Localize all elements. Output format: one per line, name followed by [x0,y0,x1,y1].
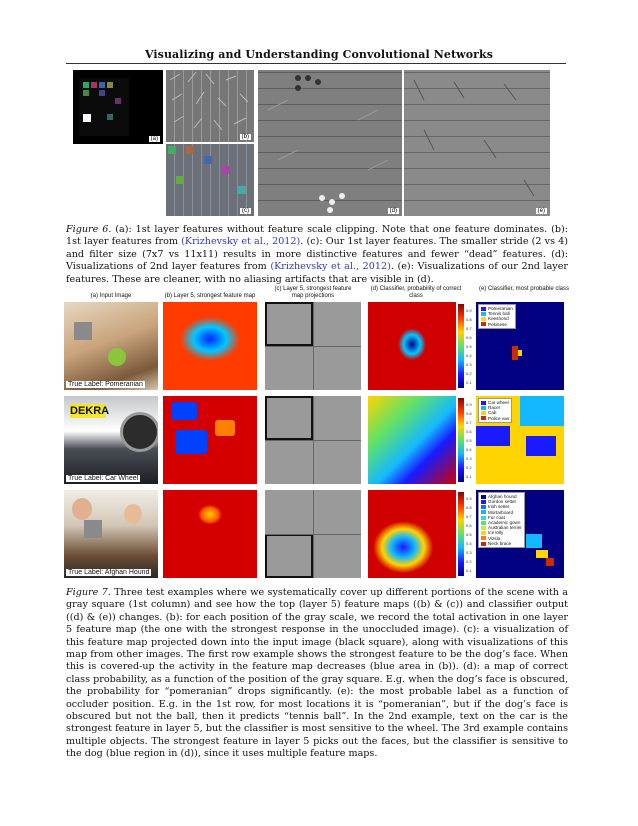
legend-swatch [481,510,486,514]
fig7-row3-projections [265,490,361,578]
fig6-caption-text-2: . (c): Our 1st layer features. The smaller stride (2 vs 4) and filter size (7x7 vs 11x11) results in more distinctive features and fewer “dead” features. (d): Visualizations of 2nd layer features from [66,236,569,273]
legend-label: Afghan hound [488,494,517,499]
fig7-row1-input-image [64,302,158,390]
legend-swatch [481,322,486,326]
fig7-row3-input-image [64,490,158,578]
legend-label: Australian terrier [488,525,522,531]
fig7-row2-projections [265,396,361,484]
colorbar [458,398,464,482]
fig6-caption [66,224,568,286]
legend-label: Gordon setter [488,499,517,505]
colorbar-tick-label: 0.9 [466,402,472,407]
legend-label: Tennis ball [488,311,510,317]
citation-link[interactable]: (Krizhevsky et al., 2012) [270,261,391,273]
fig7-row1-layer5-map [163,302,257,390]
fig7-col-header-c: (c) Layer 5, strongest feature map projections [274,286,352,299]
legend-label: Mortarboard [488,509,514,515]
fig6-label-e: (e) [537,208,545,214]
fig7-row1-projections [265,302,361,390]
legend-label: Academic gown [488,520,521,526]
fig6-panel-e [404,70,550,216]
fig7-row2-class-prob [368,396,456,484]
fig7-col-header-e: (e) Classifier, most probable class [478,286,570,292]
colorbar-tick-label: 0.5 [466,532,472,537]
fig7-true-label-2: True Label: Car Wheel [68,475,139,482]
fig7-legend-row2 [478,398,512,423]
legend-swatch [481,495,486,499]
colorbar-tick-label: 0.4 [466,353,472,358]
colorbar-tick-label: 0.7 [466,326,472,331]
fig6-caption-label: Figure 6. [66,224,112,235]
fig7-caption-label: Figure 7. [66,587,111,598]
legend-swatch [481,516,486,520]
fig7-row3-layer5-map [163,490,257,578]
legend-label: Keeshond [488,316,509,322]
colorbar-tick-label: 0.1 [466,568,472,573]
colorbar [458,304,464,388]
legend-swatch [481,500,486,504]
fig6-label-c: (c) [242,208,249,214]
fig6-panel-b [166,70,254,142]
legend-swatch [481,526,486,530]
fig7-col-header-b: (b) Layer 5, strongest feature map [164,293,256,299]
legend-entry [481,416,509,421]
legend-label: Fur coat [488,514,505,520]
fig7-legend-row1 [478,304,516,329]
legend-label: Ice lolly [488,530,504,536]
fig7-row2-layer5-map [163,396,257,484]
fig7-caption-text: Three test examples where we systematically cover up different portions of the scene with a gray square (1st column) and see how the top (layer 5) feature maps ((b) & (c)) and classifier output ((d) & (e)) changes. (b): for each position of the gray scale, we record the total activation in one layer 5 feature map (the one with the strongest response in the unoccluded image). (c): a visualization of this feature map projected down into the input image (black square), along with visualizations of this map from other images. The first row example shows the strongest feature to be the dog’s face. When this is covered-up the activity in the feature map decreases (blue area in (b)). (d): a map of correct class probability, as a function of the position of the gray square. E.g. when the dog’s face is obscured, the probability for “pomeranian” drops significantly. (e): the most probable label as a function of occluder position. E.g. in the 1st row, for most locations it is “pomeranian”, but if the dog’s face is obscured but not the ball, then it predicts “tennis ball”. In the 2nd example, text on the car is the strongest feature in layer 5, but the classifier is most sensitive to the wheel. The 3rd example contains multiple objects. The strongest feature in layer 5 picks out the faces, but the classifier is sensitive to the dog (blue region in (d)), since it uses multiple feature maps. [66,587,569,760]
colorbar-tick-label: 0.5 [466,344,472,349]
colorbar-tick-label: 0.4 [466,447,472,452]
colorbar-tick-label: 0.3 [466,550,472,555]
colorbar-tick-label: 0.8 [466,411,472,416]
legend-label: Pekinese [488,321,507,327]
colorbar-tick-label: 0.1 [466,380,472,385]
car-decal: DEKRA [70,405,110,417]
legend-swatch [481,505,486,509]
colorbar-tick-label: 0.8 [466,505,472,510]
legend-label: Police van [488,415,510,421]
colorbar-tick-label: 0.9 [466,308,472,313]
fig6-panel-c-image [166,144,254,216]
fig7-col-header-d: (d) Classifier, probability of correct class [370,286,462,299]
legend-entry [481,322,513,327]
colorbar-tick-label: 0.6 [466,429,472,434]
legend-label: Cab [488,410,497,416]
legend-swatch [481,536,486,540]
legend-swatch [481,307,486,311]
colorbar-tick-label: 0.2 [466,559,472,564]
fig6-panel-c [166,144,254,216]
legend-label: Pomeranian [488,306,513,311]
legend-label: Neck brace [488,540,512,546]
fig7-caption [66,587,568,761]
colorbar-tick-label: 0.3 [466,362,472,367]
colorbar-tick-label: 0.1 [466,474,472,479]
fig6-label-a: (a) [150,136,158,142]
fig7-row1-class-prob [368,302,456,390]
legend-swatch [481,542,486,546]
citation-link[interactable]: (Krizhevsky et al., 2012) [181,236,301,248]
legend-swatch [481,531,486,535]
legend-swatch [481,401,486,405]
fig6-panel-d [258,70,402,216]
colorbar [458,492,464,576]
fig7-row2-input-image [64,396,158,484]
fig7-true-label-3: True Label: Afghan Hound [68,569,150,576]
colorbar-tick-label: 0.6 [466,523,472,528]
colorbar-tick-label: 0.6 [466,335,472,340]
fig7-legend-row3 [478,492,525,548]
legend-swatch [481,416,486,420]
fig6-label-d: (d) [389,208,397,214]
colorbar-tick-label: 0.2 [466,371,472,376]
legend-label: Car wheel [488,400,509,405]
colorbar-tick-label: 0.4 [466,541,472,546]
colorbar-tick-label: 0.8 [466,317,472,322]
fig6-label-b: (b) [241,134,249,140]
running-header: Visualizing and Understanding Convolutional Networks [144,48,494,61]
fig6-caption-text-1: (a): 1st layer features without feature scale clipping. Note that one feature dominates. (b): 1st layer features from [66,224,568,248]
legend-swatch [481,521,486,525]
legend-label: Irish setter [488,504,510,510]
colorbar-tick-label: 0.2 [466,465,472,470]
colorbar-tick-label: 0.5 [466,438,472,443]
legend-swatch [481,317,486,321]
legend-swatch [481,406,486,410]
fig6-panel-a-image [73,70,163,144]
legend-entry [481,541,522,546]
fig7-col-header-a: (a) Input Image [90,293,132,299]
header-rule [66,63,566,64]
fig6-panel-d-image [258,70,402,216]
legend-swatch [481,312,486,316]
fig7-row3-class-prob [368,490,456,578]
colorbar-tick-label: 0.3 [466,456,472,461]
colorbar-tick-label: 0.9 [466,496,472,501]
colorbar-tick-label: 0.7 [466,420,472,425]
fig7-true-label-1: True Label: Pomeranian [68,381,143,388]
legend-label: Vizsla [488,535,501,541]
fig6-panel-e-image [404,70,550,216]
colorbar-tick-label: 0.7 [466,514,472,519]
fig6-caption-text-3: . (e): Visualizations of our 2nd layer features. These are cleaner, with no aliasing artifacts that are visible in (d). [66,261,568,285]
fig6-panel-a [73,70,163,144]
fig6-panel-b-image [166,70,254,142]
legend-label: Racer [488,405,501,411]
legend-swatch [481,411,486,415]
